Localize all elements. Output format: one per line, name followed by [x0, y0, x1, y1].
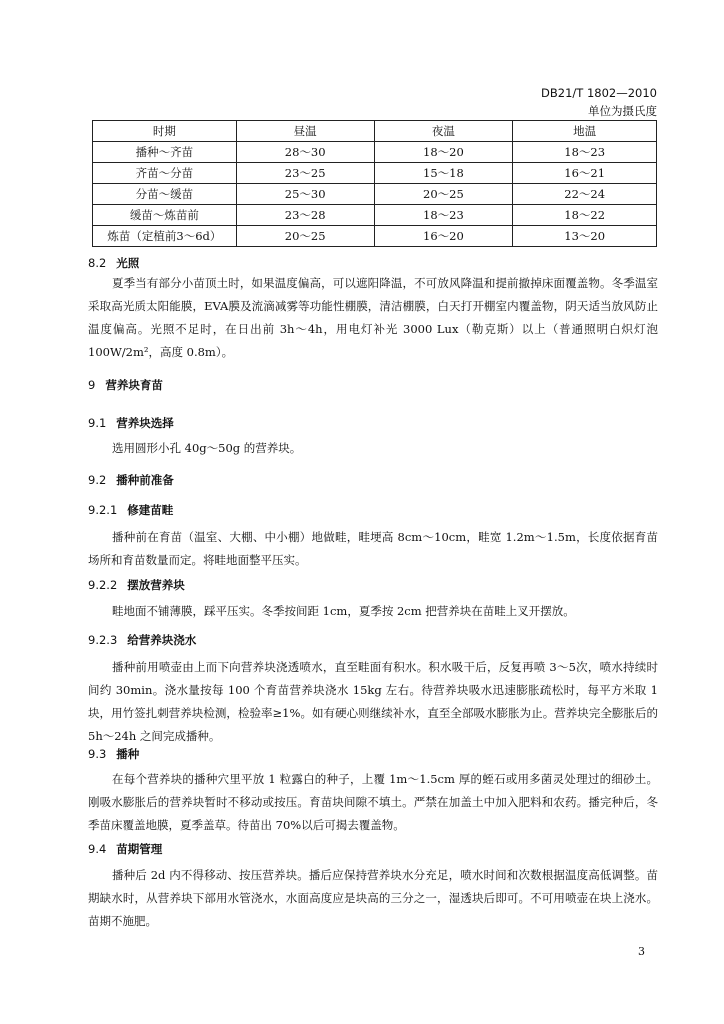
section-number: 9.2 [88, 473, 107, 487]
section-number: 9 [88, 378, 96, 392]
table-row [93, 142, 657, 163]
section-heading-9-2-1 [88, 502, 173, 518]
table-cell: 播种～齐苗 [93, 142, 237, 163]
section-heading-9-2-2 [88, 577, 185, 593]
column-header: 时期 [93, 121, 237, 142]
column-header: 夜温 [374, 121, 513, 142]
table-cell: 齐苗～分苗 [93, 163, 237, 184]
section-title: 光照 [116, 256, 140, 270]
section-heading-9-1 [88, 415, 174, 431]
table-cell: 16～21 [513, 163, 657, 184]
section-number: 9.2.2 [88, 578, 118, 592]
section-number: 8.2 [88, 256, 107, 270]
section-title: 营养块选择 [116, 416, 174, 430]
table-cell: 18～23 [513, 142, 657, 163]
column-header: 昼温 [236, 121, 374, 142]
table-header-row [93, 121, 657, 142]
document-code: DB21/T 1802—2010 [541, 86, 657, 100]
paragraph-9-4: 播种后 2d 内不得移动、按压营养块。播后应保持营养块水分充足，喷水时间和次数根据温度高低调整。苗期缺水时，从营养块下部用水管浇水，水面高度应是块高的三分之一，湿透块后即可。不可用喷壶在块上浇水。苗期不施肥。 [88, 868, 658, 928]
table-cell: 炼苗（定植前3～6d） [93, 226, 237, 247]
table-cell: 23～28 [236, 205, 374, 226]
paragraph-9-3: 在每个营养块的播种穴里平放 1 粒露白的种子，上覆 1m～1.5cm 厚的蛭石或用多菌灵处理过的细砂土。刚吸水膨胀后的营养块暂时不移动或按压。育苗块间隙不填土。严禁在加盖土中加入肥料和农药。播完种后，冬季苗床覆盖地膜，夏季盖草。待苗出 70%以后可揭去覆盖物。 [88, 772, 658, 832]
section-title: 苗期管理 [116, 842, 163, 856]
paragraph-9-2-3: 播种前用喷壶由上而下向营养块浇透喷水，直至畦面有积水。积水吸干后，反复再喷 3～5次，喷水持续时间约 30min。浇水量按每 100 个育苗营养块浇水 15kg 左右。待营养块吸水迅速膨胀疏松时，每平方米取 1块，用竹签扎刺营养块检测，检验率≥1%。如有硬心则继续补水，直至全部吸水膨胀为止。营养块完全膨胀后的 5h～24h 之间完成播种。 [88, 660, 658, 743]
table-cell: 25～30 [236, 184, 374, 205]
table-cell: 16～20 [374, 226, 513, 247]
section-heading-9-4 [88, 841, 162, 857]
section-title: 摆放营养块 [127, 578, 185, 592]
table-cell: 28～30 [236, 142, 374, 163]
table-cell: 缓苗～炼苗前 [93, 205, 237, 226]
paragraph-9-2-1: 播种前在育苗（温室、大棚、中小棚）地做畦，畦埂高 8cm～10cm，畦宽 1.2m～1.5m，长度依据育苗场所和育苗数量而定。将畦地面整平压实。 [88, 530, 658, 567]
column-header: 地温 [513, 121, 657, 142]
table-cell: 20～25 [236, 226, 374, 247]
unit-note: 单位为摄氏度 [588, 104, 657, 118]
section-title: 给营养块浇水 [127, 633, 197, 647]
section-number: 9.2.1 [88, 503, 118, 517]
table-cell: 18～22 [513, 205, 657, 226]
paragraph-9-2-2: 畦地面不铺薄膜，踩平压实。冬季按间距 1cm，夏季按 2cm 把营养块在苗畦上叉开摆放。 [112, 604, 575, 618]
table-row [93, 163, 657, 184]
section-number: 9.1 [88, 416, 107, 430]
section-heading-8-2 [88, 255, 139, 271]
section-title: 播种 [116, 747, 140, 761]
section-heading-9 [88, 377, 163, 393]
table-row [93, 205, 657, 226]
paragraph-9-1: 选用圆形小孔 40g～50g 的营养块。 [112, 441, 302, 455]
table-cell: 22～24 [513, 184, 657, 205]
section-number: 9.2.3 [88, 633, 118, 647]
table-cell: 18～20 [374, 142, 513, 163]
section-heading-9-2-3 [88, 632, 196, 648]
table-row [93, 184, 657, 205]
section-title: 播种前准备 [116, 473, 174, 487]
page-number: 3 [638, 945, 645, 958]
table-cell: 18～23 [374, 205, 513, 226]
table-cell: 23～25 [236, 163, 374, 184]
table-cell: 13～20 [513, 226, 657, 247]
section-title: 营养块育苗 [105, 378, 163, 392]
paragraph-8-2: 夏季当有部分小苗顶土时，如果温度偏高，可以遮阳降温，不可放风降温和提前撤掉床面覆盖物。冬季温室采取高光质太阳能膜，EVA膜及流滴减雾等功能性棚膜，清洁棚膜，白天打开棚室内覆盖物，阴天适当放风防止温度偏高。光照不足时，在日出前 3h～4h，用电灯补光 3000 Lux（勒克斯）以上（普通照明白炽灯泡100W/2m²，高度 0.8m）。 [88, 276, 658, 359]
table-cell: 15～18 [374, 163, 513, 184]
section-heading-9-2 [88, 472, 174, 488]
table-cell: 分苗～缓苗 [93, 184, 237, 205]
table-cell: 20～25 [374, 184, 513, 205]
section-title: 修建苗畦 [127, 503, 174, 517]
section-number: 9.4 [88, 842, 107, 856]
section-heading-9-3 [88, 746, 139, 762]
section-number: 9.3 [88, 747, 107, 761]
table-row [93, 226, 657, 247]
temperature-table [92, 120, 657, 247]
